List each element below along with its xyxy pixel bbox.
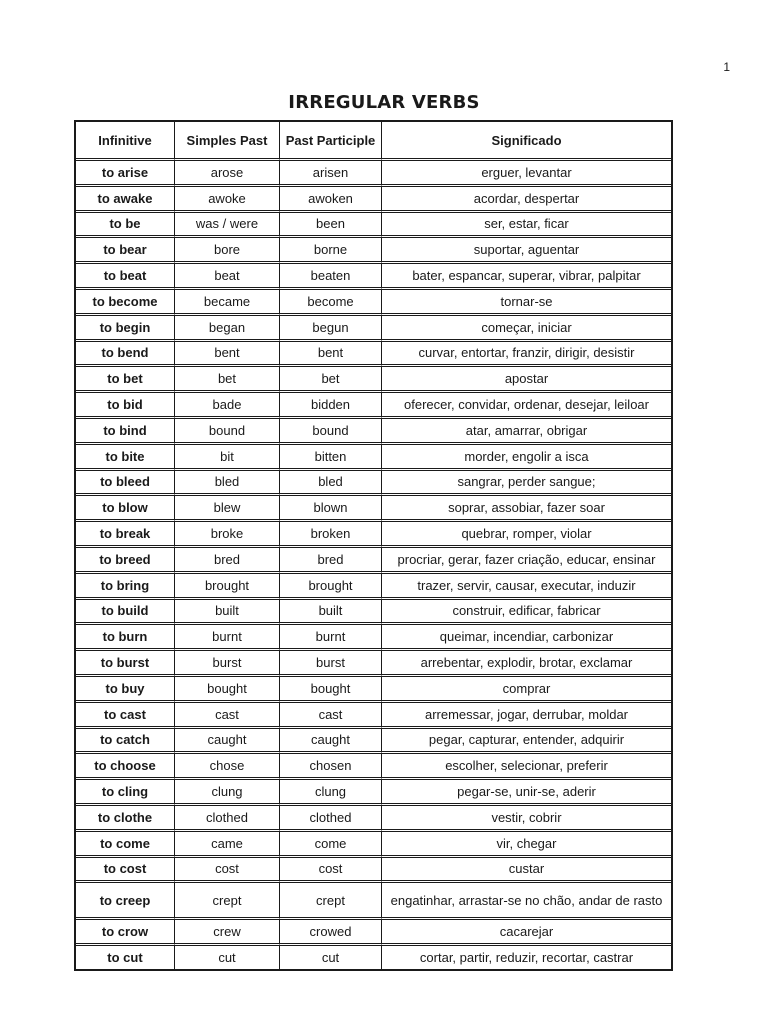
- infinitive-cell: to bid: [76, 393, 175, 419]
- infinitive-cell: to cost: [76, 858, 175, 884]
- meaning-cell: comprar: [382, 677, 671, 703]
- infinitive-cell: to arise: [76, 161, 175, 187]
- table-row: [76, 264, 671, 290]
- past-participle-cell: bitten: [280, 445, 382, 471]
- table-row: [76, 471, 671, 497]
- table-row: [76, 651, 671, 677]
- meaning-cell: queimar, incendiar, carbonizar: [382, 625, 671, 651]
- past-participle-cell: cost: [280, 858, 382, 884]
- table-row: [76, 574, 671, 600]
- past-participle-cell: clothed: [280, 806, 382, 832]
- simple-past-cell: bled: [175, 471, 280, 497]
- past-participle-cell: burst: [280, 651, 382, 677]
- simple-past-cell: awoke: [175, 187, 280, 213]
- simple-past-cell: burnt: [175, 625, 280, 651]
- meaning-cell: soprar, assobiar, fazer soar: [382, 496, 671, 522]
- meaning-cell: construir, edificar, fabricar: [382, 600, 671, 626]
- simple-past-cell: beat: [175, 264, 280, 290]
- simple-past-cell: bade: [175, 393, 280, 419]
- simple-past-cell: arose: [175, 161, 280, 187]
- table-row: [76, 496, 671, 522]
- table-row: [76, 187, 671, 213]
- infinitive-cell: to awake: [76, 187, 175, 213]
- past-participle-cell: caught: [280, 729, 382, 755]
- simple-past-cell: cut: [175, 946, 280, 969]
- meaning-cell: morder, engolir a isca: [382, 445, 671, 471]
- simple-past-cell: bit: [175, 445, 280, 471]
- simple-past-cell: blew: [175, 496, 280, 522]
- past-participle-cell: cut: [280, 946, 382, 969]
- simple-past-cell: began: [175, 316, 280, 342]
- past-participle-cell: crept: [280, 883, 382, 920]
- simple-past-cell: caught: [175, 729, 280, 755]
- meaning-cell: cacarejar: [382, 920, 671, 946]
- meaning-cell: vir, chegar: [382, 832, 671, 858]
- table-body: [76, 161, 671, 969]
- simple-past-cell: crew: [175, 920, 280, 946]
- simple-past-cell: clothed: [175, 806, 280, 832]
- table-row: [76, 161, 671, 187]
- infinitive-cell: to become: [76, 290, 175, 316]
- meaning-cell: sangrar, perder sangue;: [382, 471, 671, 497]
- meaning-cell: começar, iniciar: [382, 316, 671, 342]
- simple-past-cell: bought: [175, 677, 280, 703]
- table-header-row: [76, 122, 671, 161]
- simple-past-cell: bet: [175, 367, 280, 393]
- past-participle-cell: bought: [280, 677, 382, 703]
- header-infinitive: Infinitive: [76, 122, 175, 161]
- meaning-cell: atar, amarrar, obrigar: [382, 419, 671, 445]
- table-row: [76, 780, 671, 806]
- past-participle-cell: crowed: [280, 920, 382, 946]
- simple-past-cell: bound: [175, 419, 280, 445]
- infinitive-cell: to beat: [76, 264, 175, 290]
- simple-past-cell: bore: [175, 238, 280, 264]
- infinitive-cell: to breed: [76, 548, 175, 574]
- simple-past-cell: bent: [175, 342, 280, 368]
- meaning-cell: custar: [382, 858, 671, 884]
- meaning-cell: pegar-se, unir-se, aderir: [382, 780, 671, 806]
- past-participle-cell: clung: [280, 780, 382, 806]
- table-row: [76, 703, 671, 729]
- simple-past-cell: brought: [175, 574, 280, 600]
- table-row: [76, 832, 671, 858]
- table-row: [76, 548, 671, 574]
- table-row: [76, 754, 671, 780]
- past-participle-cell: cast: [280, 703, 382, 729]
- infinitive-cell: to catch: [76, 729, 175, 755]
- infinitive-cell: to creep: [76, 883, 175, 920]
- table-row: [76, 213, 671, 239]
- infinitive-cell: to bind: [76, 419, 175, 445]
- past-participle-cell: blown: [280, 496, 382, 522]
- simple-past-cell: built: [175, 600, 280, 626]
- meaning-cell: curvar, entortar, franzir, dirigir, desistir: [382, 342, 671, 368]
- table-row: [76, 419, 671, 445]
- past-participle-cell: brought: [280, 574, 382, 600]
- infinitive-cell: to break: [76, 522, 175, 548]
- past-participle-cell: come: [280, 832, 382, 858]
- past-participle-cell: chosen: [280, 754, 382, 780]
- meaning-cell: bater, espancar, superar, vibrar, palpitar: [382, 264, 671, 290]
- infinitive-cell: to cut: [76, 946, 175, 969]
- infinitive-cell: to clothe: [76, 806, 175, 832]
- past-participle-cell: become: [280, 290, 382, 316]
- meaning-cell: pegar, capturar, entender, adquirir: [382, 729, 671, 755]
- meaning-cell: suportar, aguentar: [382, 238, 671, 264]
- table-row: [76, 806, 671, 832]
- infinitive-cell: to bleed: [76, 471, 175, 497]
- simple-past-cell: broke: [175, 522, 280, 548]
- infinitive-cell: to burn: [76, 625, 175, 651]
- past-participle-cell: beaten: [280, 264, 382, 290]
- infinitive-cell: to be: [76, 213, 175, 239]
- infinitive-cell: to blow: [76, 496, 175, 522]
- header-meaning: Significado: [382, 122, 671, 161]
- infinitive-cell: to burst: [76, 651, 175, 677]
- meaning-cell: arrebentar, explodir, brotar, exclamar: [382, 651, 671, 677]
- irregular-verbs-table: [74, 120, 673, 971]
- simple-past-cell: cast: [175, 703, 280, 729]
- simple-past-cell: was / were: [175, 213, 280, 239]
- infinitive-cell: to cast: [76, 703, 175, 729]
- infinitive-cell: to come: [76, 832, 175, 858]
- table-row: [76, 238, 671, 264]
- simple-past-cell: cost: [175, 858, 280, 884]
- table-row: [76, 522, 671, 548]
- simple-past-cell: crept: [175, 883, 280, 920]
- table-row: [76, 600, 671, 626]
- past-participle-cell: broken: [280, 522, 382, 548]
- simple-past-cell: burst: [175, 651, 280, 677]
- past-participle-cell: bred: [280, 548, 382, 574]
- page-title: IRREGULAR VERBS: [288, 92, 480, 113]
- table-row: [76, 858, 671, 884]
- infinitive-cell: to bear: [76, 238, 175, 264]
- past-participle-cell: bound: [280, 419, 382, 445]
- meaning-cell: escolher, selecionar, preferir: [382, 754, 671, 780]
- infinitive-cell: to buy: [76, 677, 175, 703]
- meaning-cell: acordar, despertar: [382, 187, 671, 213]
- meaning-cell: arremessar, jogar, derrubar, moldar: [382, 703, 671, 729]
- infinitive-cell: to build: [76, 600, 175, 626]
- table-row: [76, 677, 671, 703]
- past-participle-cell: been: [280, 213, 382, 239]
- table-row: [76, 625, 671, 651]
- simple-past-cell: came: [175, 832, 280, 858]
- table-row: [76, 445, 671, 471]
- table-row: [76, 729, 671, 755]
- meaning-cell: apostar: [382, 367, 671, 393]
- infinitive-cell: to crow: [76, 920, 175, 946]
- meaning-cell: erguer, levantar: [382, 161, 671, 187]
- past-participle-cell: awoken: [280, 187, 382, 213]
- past-participle-cell: arisen: [280, 161, 382, 187]
- past-participle-cell: borne: [280, 238, 382, 264]
- past-participle-cell: bled: [280, 471, 382, 497]
- infinitive-cell: to bet: [76, 367, 175, 393]
- past-participle-cell: bent: [280, 342, 382, 368]
- meaning-cell: ser, estar, ficar: [382, 213, 671, 239]
- table-row: [76, 367, 671, 393]
- past-participle-cell: begun: [280, 316, 382, 342]
- past-participle-cell: bidden: [280, 393, 382, 419]
- meaning-cell: oferecer, convidar, ordenar, desejar, leiloar: [382, 393, 671, 419]
- table-row: [76, 393, 671, 419]
- infinitive-cell: to cling: [76, 780, 175, 806]
- past-participle-cell: burnt: [280, 625, 382, 651]
- meaning-cell: procriar, gerar, fazer criação, educar, ensinar: [382, 548, 671, 574]
- table-row: [76, 920, 671, 946]
- infinitive-cell: to bring: [76, 574, 175, 600]
- meaning-cell: quebrar, romper, violar: [382, 522, 671, 548]
- simple-past-cell: bred: [175, 548, 280, 574]
- page-number: 1: [723, 60, 730, 74]
- meaning-cell: tornar-se: [382, 290, 671, 316]
- infinitive-cell: to choose: [76, 754, 175, 780]
- past-participle-cell: built: [280, 600, 382, 626]
- table-row: [76, 316, 671, 342]
- past-participle-cell: bet: [280, 367, 382, 393]
- simple-past-cell: became: [175, 290, 280, 316]
- simple-past-cell: chose: [175, 754, 280, 780]
- meaning-cell: engatinhar, arrastar-se no chão, andar de rasto: [382, 883, 671, 920]
- header-past-participle: Past Participle: [280, 122, 382, 161]
- meaning-cell: vestir, cobrir: [382, 806, 671, 832]
- table-row: [76, 342, 671, 368]
- table-row: [76, 883, 671, 920]
- meaning-cell: trazer, servir, causar, executar, induzir: [382, 574, 671, 600]
- table-row: [76, 946, 671, 969]
- infinitive-cell: to bend: [76, 342, 175, 368]
- table-row: [76, 290, 671, 316]
- meaning-cell: cortar, partir, reduzir, recortar, castrar: [419, 950, 634, 965]
- infinitive-cell: to begin: [76, 316, 175, 342]
- infinitive-cell: to bite: [76, 445, 175, 471]
- header-simple-past: Simples Past: [175, 122, 280, 161]
- simple-past-cell: clung: [175, 780, 280, 806]
